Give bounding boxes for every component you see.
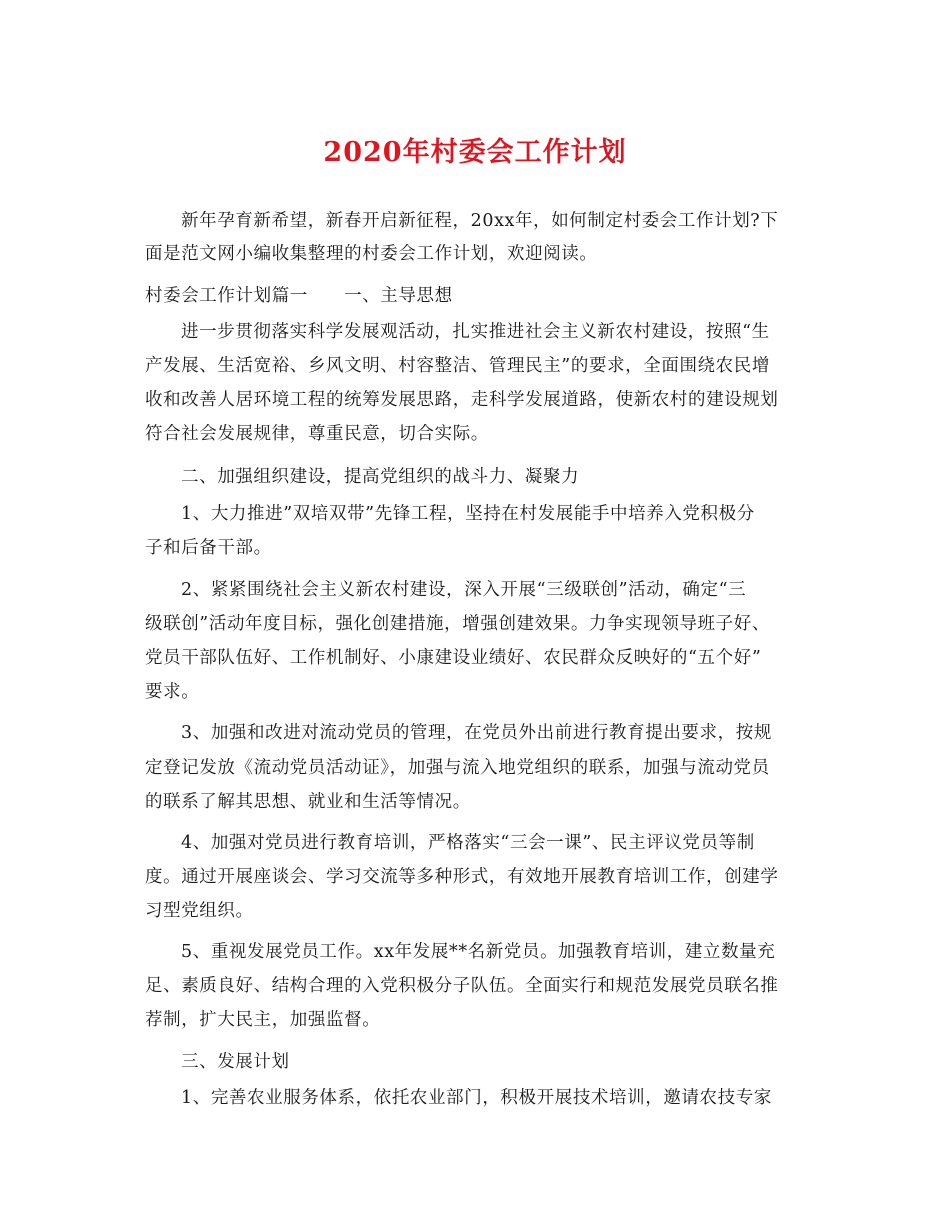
paragraph-line: 3、加强和改进对流动党员的管理，在党员外出前进行教育提出要求，按规 xyxy=(181,723,772,743)
paragraph-line: 党员干部队伍好、工作机制好、小康建设业绩好、农民群众反映好的“五个好” xyxy=(145,648,762,668)
paragraph-line: 收和改善人居环境工程的统筹发展思路，走科学发展道路，使新农村的建设规划 xyxy=(145,390,779,410)
paragraph-line: 进一步贯彻落实科学发展观活动，扎实推进社会主义新农村建设，按照“生 xyxy=(181,322,770,342)
section-heading-line: 二、加强组织建设，提高党组织的战斗力、凝聚力 xyxy=(181,467,580,487)
section-heading-line: 三、发展计划 xyxy=(181,1052,290,1072)
paragraph-line: 2、紧紧围绕社会主义新农村建设，深入开展“三级联创”活动，确定“三 xyxy=(181,580,747,600)
paragraph-line: 新年孕育新希望，新春开启新征程，20xx年，如何制定村委会工作计划?下 xyxy=(181,211,779,231)
paragraph-line: 习型党组织。 xyxy=(145,901,254,921)
paragraph-line: 符合社会发展规律，尊重民意，切合实际。 xyxy=(145,424,489,444)
section-heading-line: 村委会工作计划篇一 一、主导思想 xyxy=(145,286,453,306)
paragraph-line: 要求。 xyxy=(145,682,200,702)
paragraph-line: 4、加强对党员进行教育培训，严格落实“三会一课”、民主评议党员等制 xyxy=(181,833,755,853)
paragraph-line: 级联创”活动年度目标，强化创建措施，增强创建效果。力争实现领导班子好、 xyxy=(145,614,770,634)
paragraph-line: 1、大力推进”双培双带”先锋工程，坚持在村发展能手中培养入党积极分 xyxy=(181,504,755,524)
paragraph-line: 荐制，扩大民主，加强监督。 xyxy=(145,1010,381,1030)
paragraph-line: 足、素质良好、结构合理的入党积极分子队伍。全面实行和规范发展党员联名推 xyxy=(145,976,779,996)
document-title: 2020年村委会工作计划 xyxy=(323,137,627,168)
paragraph-line: 度。通过开展座谈会、学习交流等多种形式，有效地开展教育培训工作，创建学 xyxy=(145,867,779,887)
paragraph-line: 5、重视发展党员工作。xx年发展**名新党员。加强教育培训，建立数量充 xyxy=(181,942,776,962)
paragraph-line: 产发展、生活宽裕、乡风文明、村容整洁、管理民主”的要求，全面围绕农民增 xyxy=(145,356,770,376)
paragraph-line: 的联系了解其思想、就业和生活等情况。 xyxy=(145,792,471,812)
paragraph-line: 子和后备干部。 xyxy=(145,538,272,558)
paragraph-line: 定登记发放《流动党员活动证》，加强与流入地党组织的联系，加强与流动党员 xyxy=(145,758,770,778)
paragraph-line: 1、完善农业服务体系，依托农业部门，积极开展技术培训，邀请农技专家 xyxy=(181,1088,772,1108)
paragraph-line: 面是范文网小编收集整理的村委会工作计划，欢迎阅读。 xyxy=(145,244,598,264)
